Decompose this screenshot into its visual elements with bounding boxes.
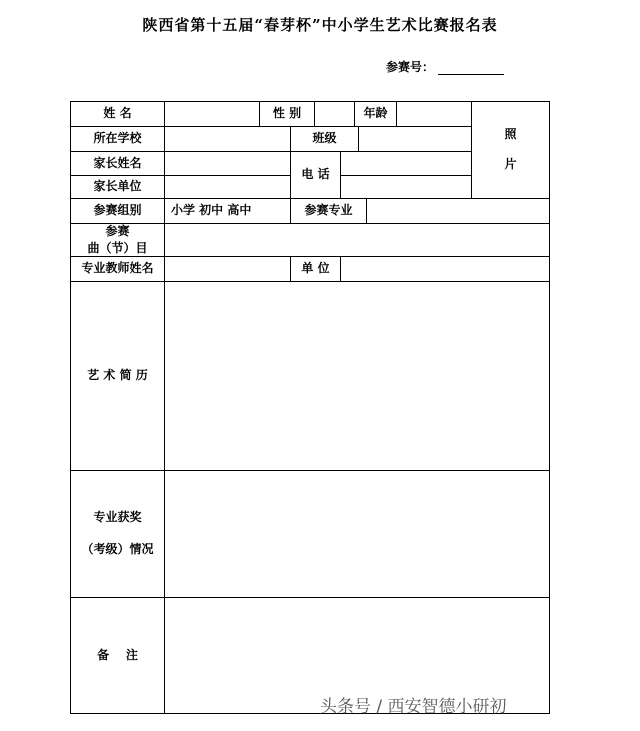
group-options[interactable]: 小学 初中 高中 [171,203,252,218]
piece-label [71,224,164,256]
phone-label: 电 话 [301,167,330,182]
watermark: 头条号 / 西安智德小研初 [320,697,507,717]
table-line [340,175,471,176]
age-label: 年龄 [363,106,388,121]
group-label: 参赛组别 [93,203,142,218]
resume-field[interactable] [165,282,549,470]
piece-label-bottom: 曲（节）目 [87,240,148,255]
piece-field[interactable] [165,224,549,256]
gender-label: 性 别 [272,106,302,121]
photo-box[interactable] [472,102,549,198]
teacher-label: 专业教师姓名 [81,261,154,276]
school-field[interactable] [165,127,290,151]
notes-label: 备 注 [97,647,138,662]
age-field[interactable] [397,102,471,126]
parent-unit-field[interactable] [165,176,290,198]
phone-field[interactable] [341,152,471,175]
table-line [549,101,550,714]
gender-field[interactable] [315,102,354,126]
form-title: 陕西省第十五届“春芽杯”中小学生艺术比赛报名表 [142,16,498,34]
school-label: 所在学校 [93,131,142,146]
resume-label: 艺 术 简 历 [87,368,148,383]
awards-label [71,471,164,597]
major-label: 参赛专业 [304,203,353,218]
unit-label: 单 位 [301,261,330,276]
awards-field[interactable] [165,471,549,597]
piece-label-top: 参赛 [105,223,130,238]
name-label: 姓 名 [103,106,132,121]
name-field[interactable] [165,102,259,126]
photo-label-top: 照 [504,127,517,142]
teacher-field[interactable] [165,257,290,281]
major-field[interactable] [367,199,549,223]
parent-unit-label: 家长单位 [93,179,142,194]
unit-field[interactable] [341,257,549,281]
class-field[interactable] [359,127,471,151]
awards-label-top: 专业获奖 [93,510,142,525]
parent-name-label: 家长姓名 [93,155,142,170]
awards-label-bottom: （考级）情况 [81,542,154,556]
parent-name-field[interactable] [165,152,290,175]
class-label: 班级 [312,131,337,146]
entry-number-label: 参赛号： [386,60,435,74]
photo-label-bottom: 片 [504,157,517,171]
